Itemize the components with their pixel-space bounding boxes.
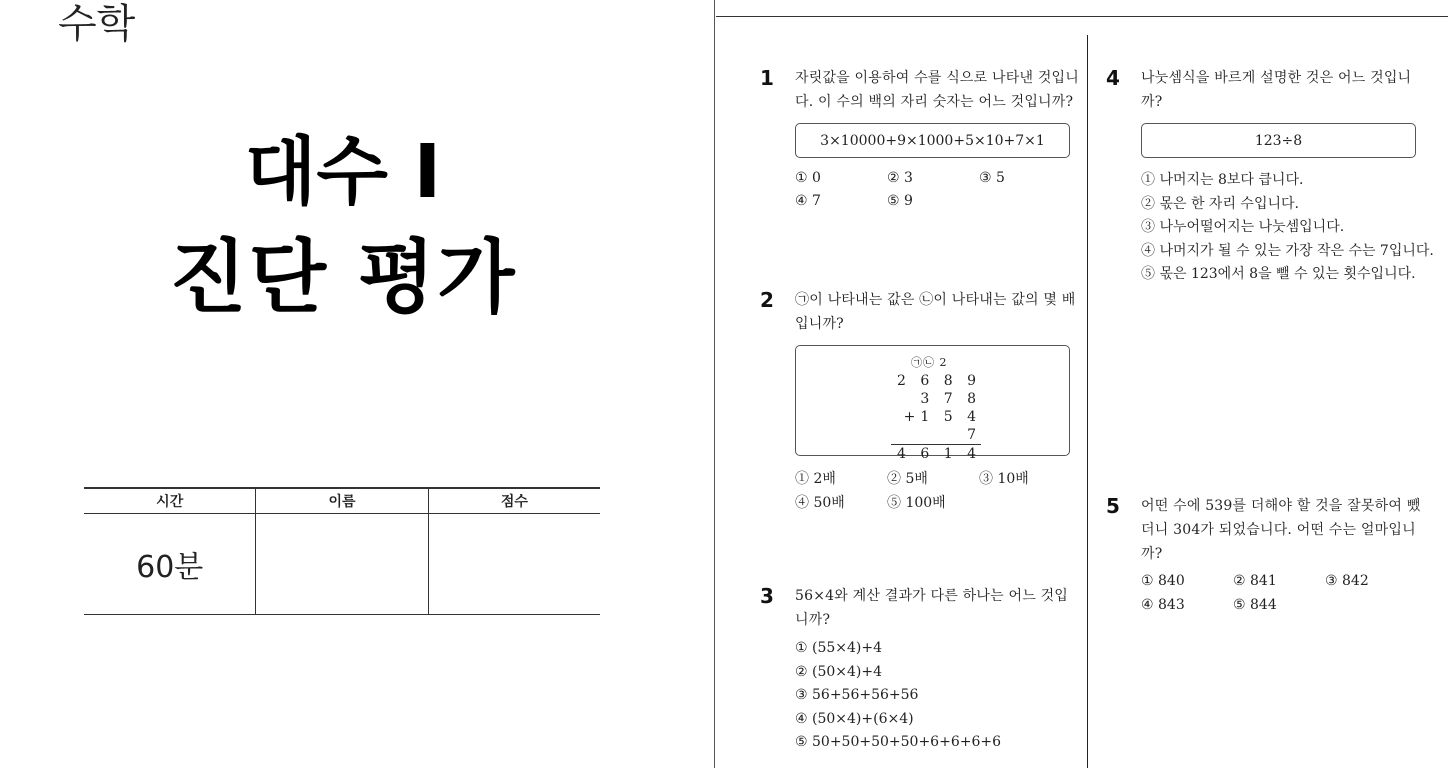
question-number: 4 (1106, 66, 1120, 90)
choice-4[interactable]: ④ (50×4)+(6×4) (795, 710, 914, 727)
expression-box: 3×10000+9×1000+5×10+7×1 (795, 123, 1070, 158)
question-text-line: 까? (1141, 94, 1163, 110)
header-score: 점수 (428, 488, 600, 514)
header-time: 시간 (84, 488, 256, 514)
question-text-line: 니까? (795, 612, 831, 628)
question-3 (760, 584, 1080, 768)
addend-1: 2 6 8 9 (897, 373, 981, 389)
question-text-line: 더니 304가 되었습니다. 어떤 수는 얼마입니 (1141, 522, 1416, 538)
question-text-line: 까? (1141, 546, 1163, 562)
sum: 4 6 1 4 (897, 446, 981, 462)
question-text-line: 입니까? (795, 316, 844, 332)
choice-4[interactable]: ④ 843 (1141, 597, 1185, 613)
page-divider (714, 0, 715, 768)
subject-label: 수학 (58, 1, 136, 47)
column-addition (891, 354, 981, 463)
question-number: 5 (1106, 494, 1120, 518)
name-field[interactable] (256, 514, 428, 615)
question-1 (760, 66, 1080, 226)
question-text (1141, 66, 1411, 114)
title-line-1: 대수 I (244, 129, 442, 215)
question-text-line: ㉠이 나타내는 값은 ㉡이 나타내는 값의 몇 배 (795, 292, 1076, 308)
choice-2[interactable]: ② (50×4)+4 (795, 663, 883, 680)
question-4 (1106, 66, 1434, 296)
choice-4[interactable]: ④ 나머지가 될 수 있는 가장 작은 수는 7입니다. (1141, 242, 1434, 259)
question-text (1141, 494, 1420, 566)
question-5 (1106, 494, 1426, 634)
choice-5[interactable]: ⑤ 몫은 123에서 8을 뺄 수 있는 횟수입니다. (1141, 266, 1416, 282)
choice-2[interactable]: ② 5배 (887, 471, 928, 487)
question-number: 1 (760, 66, 774, 90)
expression-box: 123÷8 (1141, 123, 1416, 158)
header-rule (716, 16, 1448, 17)
question-text (795, 66, 1079, 114)
choice-1[interactable]: ① (55×4)+4 (795, 640, 883, 656)
choice-1[interactable]: ① 840 (1141, 573, 1185, 589)
choice-4[interactable]: ④ 7 (795, 193, 821, 209)
choice-2[interactable]: ② 3 (887, 170, 913, 186)
question-text (795, 584, 1068, 632)
choices (795, 637, 1001, 755)
carry-marks: ㉠㉡ 2 (911, 356, 948, 369)
choice-5[interactable]: ⑤ 9 (887, 193, 913, 209)
question-text-line: 어떤 수에 539를 더해야 할 것을 잘못하여 뺐 (1141, 498, 1421, 514)
choice-1[interactable]: ① 나머지는 8보다 큽니다. (1141, 172, 1304, 188)
choice-3[interactable]: ③ 나누어떨어지는 나눗셈입니다. (1141, 219, 1345, 235)
choice-3[interactable]: ③ 842 (1325, 573, 1369, 589)
question-text-line: 자릿값을 이용하여 수를 식으로 나타낸 것입니 (795, 70, 1080, 86)
choice-5[interactable]: ⑤ 100배 (887, 495, 946, 511)
addend-3: +1 5 4 7 (891, 408, 981, 445)
question-number: 3 (760, 584, 774, 608)
question-text-line: 다. 이 수의 백의 자리 숫자는 어느 것입니까? (795, 94, 1074, 110)
addend-2: 3 7 8 (920, 391, 981, 407)
choice-5[interactable]: ⑤ 844 (1233, 597, 1277, 613)
choice-5[interactable]: ⑤ 50+50+50+50+6+6+6+6 (795, 734, 1002, 750)
choice-1[interactable]: ① 2배 (795, 471, 836, 487)
question-text-line: 56×4와 계산 결과가 다른 하나는 어느 것입 (795, 588, 1069, 604)
question-number: 2 (760, 288, 774, 312)
choices (1141, 169, 1434, 287)
question-text (795, 288, 1076, 336)
choice-2[interactable]: ② 몫은 한 자리 수입니다. (1141, 195, 1299, 212)
calculation-box (795, 345, 1070, 462)
choice-4[interactable]: ④ 50배 (795, 495, 845, 511)
choice-1[interactable]: ① 0 (795, 170, 821, 186)
cover-page (0, 0, 714, 768)
choice-3[interactable]: ③ 5 (979, 170, 1005, 186)
question-text-line: 나눗셈식을 바르게 설명한 것은 어느 것입니 (1141, 70, 1412, 86)
score-field[interactable] (428, 514, 600, 615)
choice-2[interactable]: ② 841 (1233, 573, 1277, 589)
exam-info-table (84, 487, 600, 615)
question-2 (760, 288, 1080, 528)
title-line-2: 진단 평가 (169, 231, 517, 324)
column-separator (1087, 35, 1088, 768)
choice-3[interactable]: ③ 56+56+56+56 (795, 687, 919, 703)
header-name: 이름 (256, 488, 428, 514)
time-value: 60분 (84, 514, 256, 615)
choice-3[interactable]: ③ 10배 (979, 471, 1029, 487)
